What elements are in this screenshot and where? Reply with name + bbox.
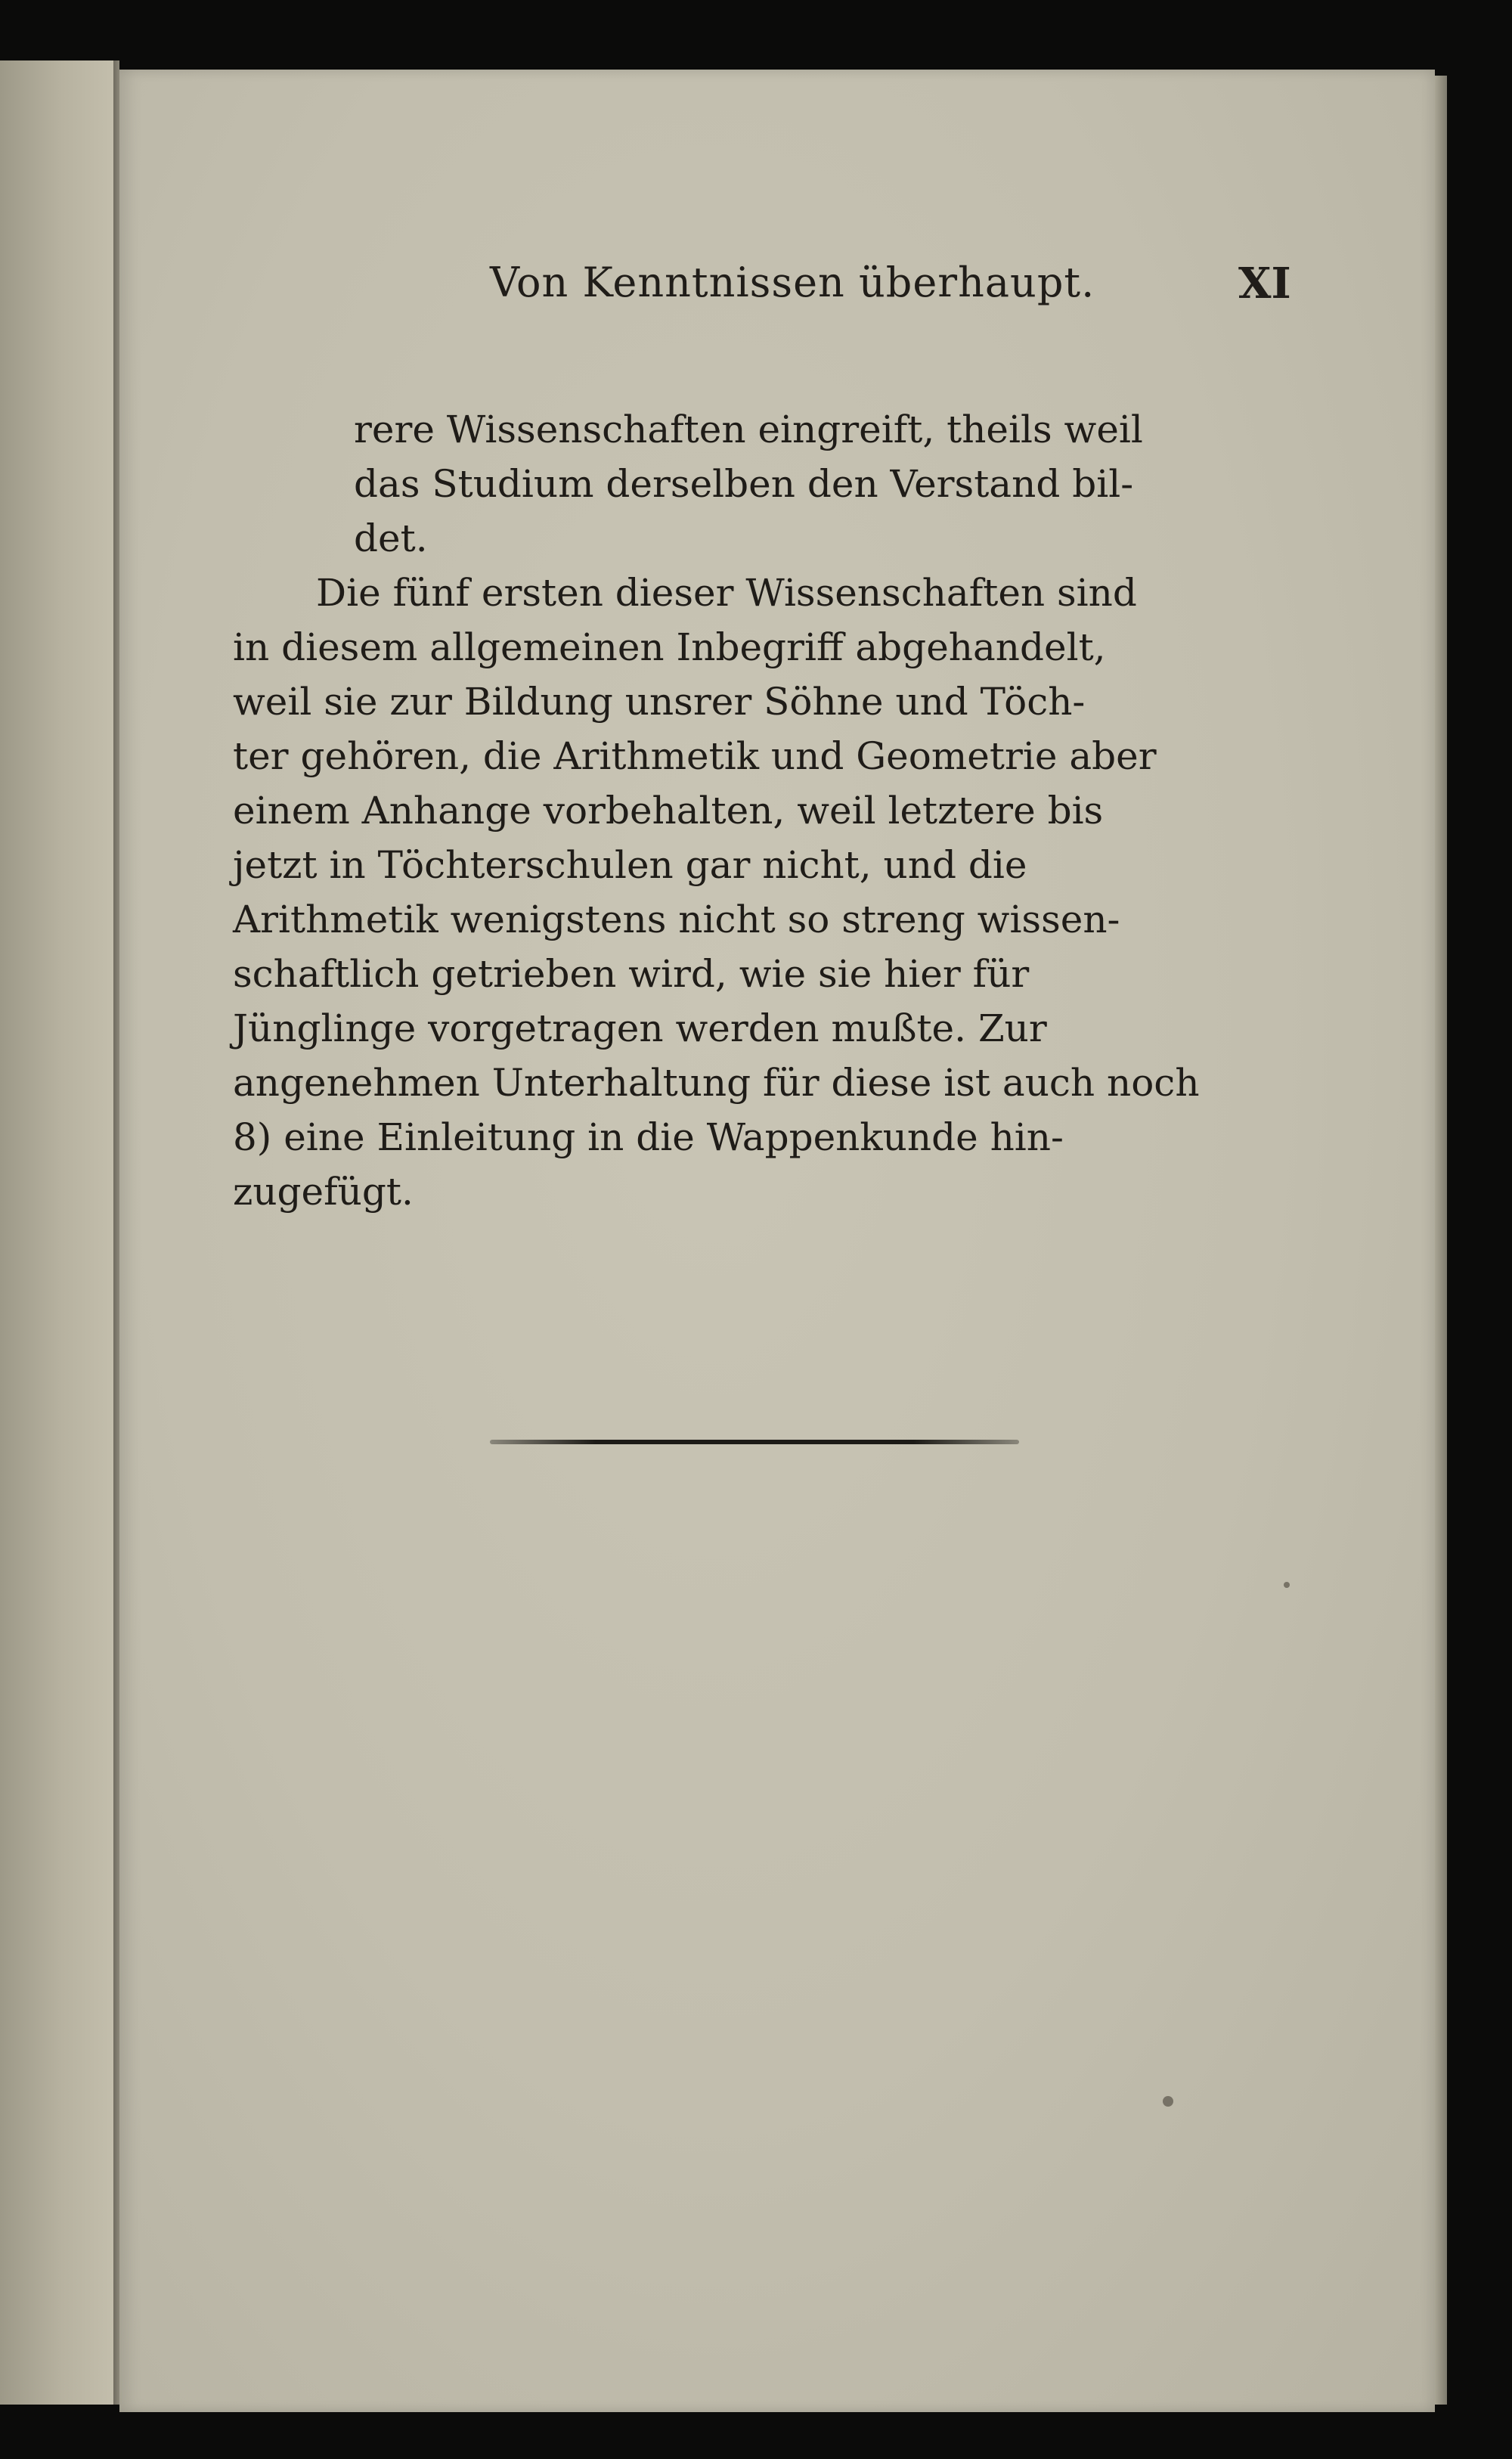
text-line: rere Wissenschaften eingreift, theils weil <box>354 408 1143 451</box>
page-right-edge <box>1435 76 1447 2405</box>
text-line: das Studium derselben den Verstand bil- <box>354 462 1134 506</box>
text-line: zugefügt. <box>233 1170 414 1214</box>
text-line: det. <box>354 516 428 560</box>
text-line: schaftlich getrieben wird, wie sie hier für <box>233 952 1030 996</box>
body-text <box>233 402 1397 1219</box>
running-title: Von Kenntnissen überhaupt. <box>490 259 1095 306</box>
page-number: XI <box>1238 259 1291 309</box>
facing-page-edge <box>0 60 113 2405</box>
text-line: in diesem allgemeinen Inbegriff abgehandelt, <box>233 625 1106 669</box>
text-line: angenehmen Unterhaltung für diese ist auch noch <box>233 1061 1200 1105</box>
text-line: weil sie zur Bildung unsrer Söhne und Töch- <box>233 680 1086 724</box>
section-divider-rule <box>490 1440 1019 1444</box>
text-line: Jünglinge vorgetragen werden mußte. Zur <box>233 1006 1047 1050</box>
text-line: Arithmetik wenigstens nicht so streng wissen- <box>233 898 1120 941</box>
text-line: 8) eine Einleitung in die Wappenkunde hin- <box>233 1115 1064 1159</box>
paper-blemish <box>1163 2096 1173 2107</box>
text-line: einem Anhange vorbehalten, weil letztere bis <box>233 789 1104 833</box>
running-head <box>119 259 1435 319</box>
book-gutter <box>113 60 119 2405</box>
text-line: ter gehören, die Arithmetik und Geometrie aber <box>233 734 1157 778</box>
paragraph-start-line: Die fünf ersten dieser Wissenschaften sind <box>316 571 1137 615</box>
text-line: jetzt in Töchterschulen gar nicht, und die <box>233 843 1027 887</box>
book-page <box>119 70 1435 2412</box>
paper-blemish <box>1284 1582 1290 1588</box>
